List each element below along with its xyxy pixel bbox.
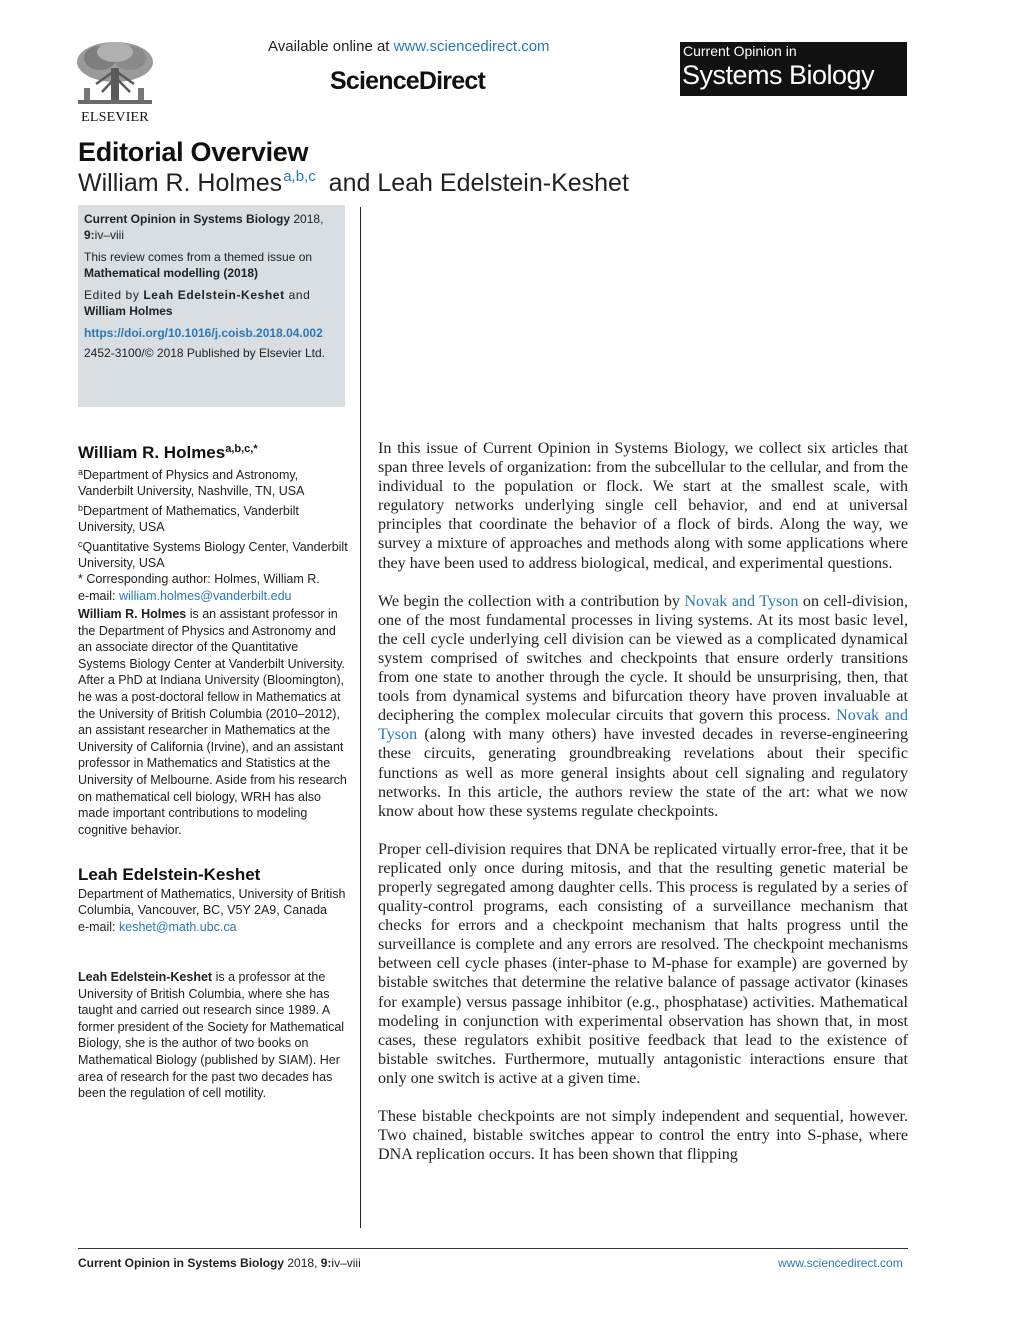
author1-bio-text: is an assistant professor in the Department of Physics and Astronomy and an associate director of the Quantitative Systems Biology Center at Vanderbilt University. After a PhD at Indiana University (Bloomington), he was a post-doctoral fellow in Mathematics at the University of British Columbia (2010–2012), an assistant researcher in Mathematics at the University of California (Irvine), and an assistant professor in Mathematics and Statistics at the University of Melbourne. Aside from his research on mathematical cell biology, WRH has also made important contributions to modeling cognitive behavior.: [78, 607, 347, 837]
journal-banner-line1: Current Opinion in: [683, 43, 797, 59]
editor1: Leah Edelstein-Keshet: [143, 288, 285, 302]
affiliation-c: $^c$Quantitative Systems Biology Center, Vanderbilt University, USA: [78, 538, 348, 571]
themed-issue-title: Mathematical modelling (2018): [84, 266, 259, 280]
author1-email-line: e-mail: william.holmes@vanderbilt.edu: [78, 588, 292, 603]
novak-tyson-link-2[interactable]: Novak and Tyson: [378, 707, 908, 744]
author2-bio-text: is a professor at the University of British Columbia, where she has taught and carried out research since 1989. A former president of the Society for Mathematical Biology, she is the author of two books on Mathematical Biology (published by SIAM). Her area of research for the past two decades has been the regulation of cell motility.: [78, 970, 345, 1101]
author1-heading: William R. Holmes$^{a,b,c,*}$: [78, 443, 258, 462]
paragraph-3: Proper cell-division requires that DNA be replicated virtually error-free, that it be replicated only once during mitosis, and that the resulting genetic material be properly segregated among daughter cells. This process is regulated by a series of quality-control programs, each consisting of a surveillance mechanism that checks for errors and a checkpoint mechanism that halts progress until the surveillance is complete and any errors are resolved. The checkpoint mechanisms between cell cycle phases (inter-phase to M-phase for example) are governed by bistable switches that determine the relative balance of passage activator (kinases for example) versus passage inhibitor (e.g., phosphatase) activities. Mathematical modeling in conjunction with experimental observation has shown that, in most cases, these regulators exhibit positive feedback that lead to the existence of bistable switches. Furthermore, mutually antagonistic interactions ensure that only one switch is active at a given time.: [378, 840, 908, 1087]
author2-email-link[interactable]: keshet@math.ubc.ca: [119, 919, 237, 934]
footer-url[interactable]: www.sciencedirect.com: [778, 1256, 903, 1270]
author2-bio: [78, 969, 348, 1102]
journal-banner-line2: Systems Biology: [682, 60, 875, 90]
footer-citation: Current Opinion in Systems Biology 2018, 9:iv–viii: [78, 1256, 361, 1270]
affiliation-b: $^b$Department of Mathematics, Vanderbilt University, USA: [78, 502, 299, 535]
corresponding-author: * Corresponding author: Holmes, William R.: [78, 572, 320, 587]
available-online: [268, 38, 550, 55]
authors-and: and: [328, 169, 371, 197]
body-text: [378, 439, 908, 1183]
editor-and: and: [288, 288, 311, 302]
edited-by: [84, 287, 339, 319]
citation-year: 2018,: [293, 212, 324, 226]
themed-issue-prefix: This review comes from a themed issue on: [84, 250, 313, 264]
paragraph-2: We begin the collection with a contribution by Novak and Tyson on cell-division, one of the most fundamental processes in living systems. At its most basic level, the cell cycle underlying cell division can be viewed as a complicated dynamical system comprised of switches and checkpoints that ensure orderly transitions from one state to another through the cycle. It should be unsurprising, then, that tools from dynamical systems and bifurcation theory have proven invaluable at deciphering the complex molecular circuits that govern this process. Novak and Tyson (along with many others) have invested decades in reverse-engineering these circuits, generating groundbreaking revelations about their specific functions as well as more general insights about cell signaling and regulatory networks. In this article, the authors review the state of the art: what we now know about how these systems regulate checkpoints.: [378, 592, 908, 820]
author2-bio-name: Leah Edelstein-Keshet: [78, 970, 213, 984]
available-prefix: Available online at: [268, 38, 390, 55]
author2-heading: Leah Edelstein-Keshet: [78, 865, 261, 884]
publisher-wordmark: ELSEVIER: [81, 110, 149, 125]
novak-tyson-link-1[interactable]: Novak and Tyson: [684, 592, 799, 610]
paragraph-1: In this issue of Current Opinion in Systems Biology, we collect six articles that span three levels of organization: from the subcellular to the cellular, and from the individual to the population or flock. We start at the smallest scale, with regulatory networks underlying single cell behavior, and end at universal principles that coordinate the behavior of a flock of birds. Along the way, we survey a mixture of approaches and methods along with some applications where they have been used to address biological, medical, and experimental questions.: [378, 440, 908, 572]
citation-pages: iv–viii: [94, 228, 125, 242]
author1-bio: [78, 606, 348, 838]
citation-volume: 9:: [84, 228, 95, 242]
author1-email-link[interactable]: william.holmes@vanderbilt.edu: [119, 588, 292, 603]
affiliation-a: $^a$Department of Physics and Astronomy, Vanderbilt University, Nashville, TN, USA: [78, 467, 305, 499]
author1-heading-sup: a,b,c,*: [225, 443, 258, 455]
author1-name: William R. Holmes: [78, 169, 283, 197]
article-authors: [78, 168, 629, 198]
doi-link[interactable]: https://doi.org/10.1016/j.coisb.2018.04.002: [84, 326, 323, 340]
article-type: Editorial Overview: [78, 137, 309, 167]
author1-bio-name: William R. Holmes: [78, 607, 187, 621]
edited-by-label: Edited by: [84, 288, 140, 302]
editor2: William Holmes: [84, 304, 173, 318]
sciencedirect-brand: ScienceDirect: [330, 67, 485, 95]
journal-banner: [680, 42, 907, 96]
author1-block: [78, 438, 348, 604]
author2-block: [78, 864, 348, 935]
sciencedirect-link[interactable]: www.sciencedirect.com: [393, 38, 550, 55]
citation-journal: Current Opinion in Systems Biology: [84, 212, 291, 226]
article-info-box: [78, 205, 345, 407]
author1-affiliation-links[interactable]: a,b,c: [283, 168, 316, 185]
copyright: 2452-3100/© 2018 Published by Elsevier Ltd.: [84, 346, 326, 360]
citation: [84, 211, 339, 243]
column-divider: [360, 207, 361, 1228]
paragraph-4: These bistable checkpoints are not simply independent and sequential, however. Two chained, bistable switches appear to control the entry into S-phase, where DNA replication occurs. It has been shown that flipping: [378, 1108, 908, 1164]
footer-rule: [78, 1248, 908, 1249]
author2-email-line: e-mail: keshet@math.ubc.ca: [78, 919, 237, 934]
author2-affiliation: Department of Mathematics, University of British Columbia, Vancouver, BC, V5Y 2A9, Canada: [78, 887, 346, 918]
author2-name: Leah Edelstein-Keshet: [377, 169, 629, 197]
themed-issue: [84, 249, 339, 281]
